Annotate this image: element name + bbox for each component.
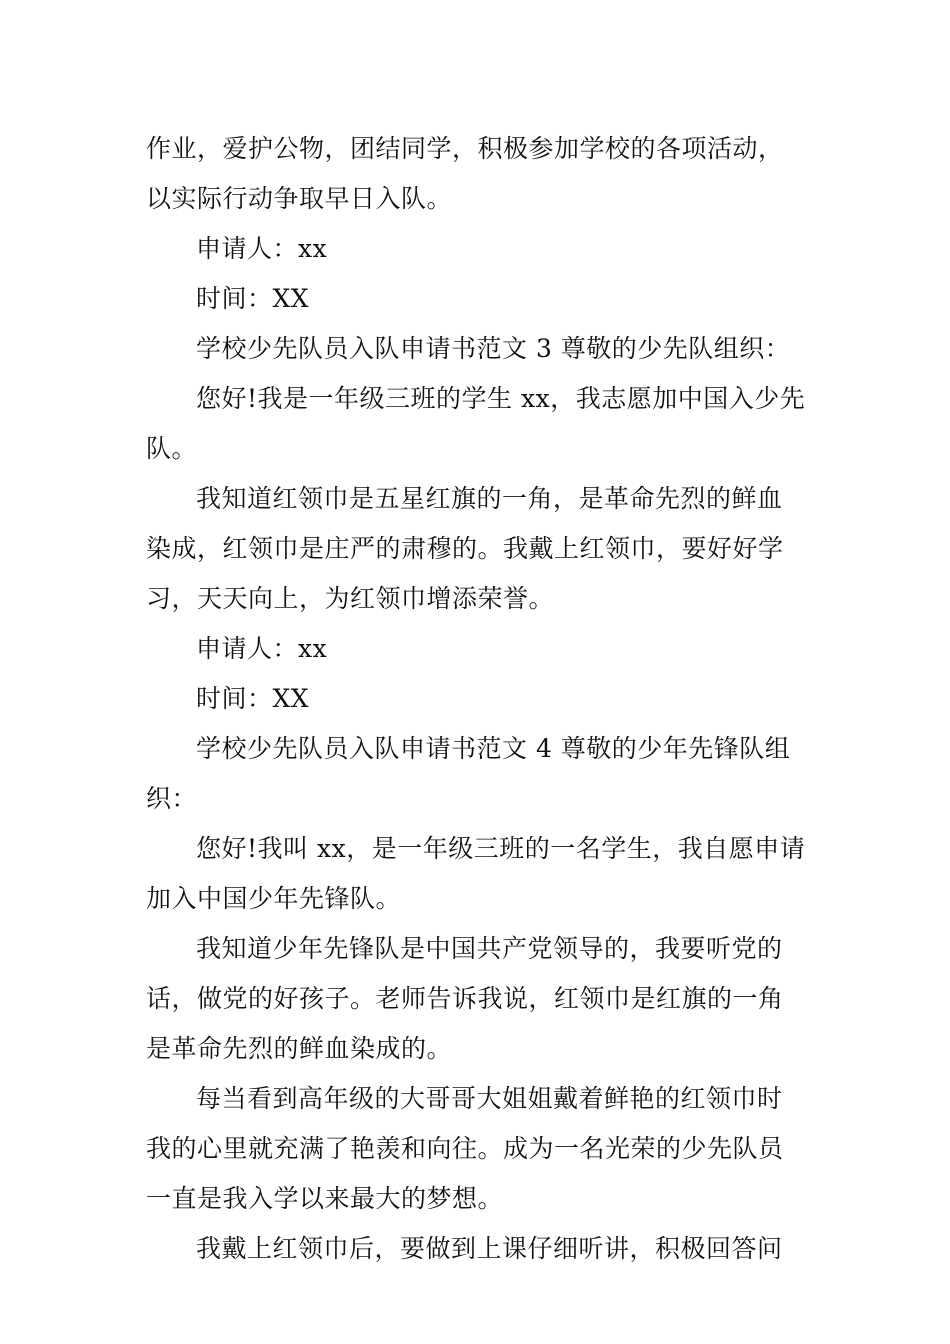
text-line: 我知道红领巾是五星红旗的一角，是革命先烈的鲜血 (196, 484, 783, 513)
text-line: 我戴上红领巾后，要做到上课仔细听讲，积极回答问 (196, 1234, 783, 1263)
text-line: 时间：XX (196, 684, 310, 713)
text-line: 一直是我入学以来最大的梦想。 (146, 1184, 504, 1213)
text-line: 您好!我是一年级三班的学生 xx，我志愿加中国入少先 (196, 384, 806, 413)
text-line: 学校少先队员入队申请书范文 4 尊敬的少年先锋队组织： (146, 734, 791, 813)
text-line: 时间：XX (196, 284, 310, 313)
document-body (146, 124, 836, 1274)
text-line: 队。 (146, 434, 198, 463)
text-line: 您好!我叫 xx，是一年级三班的一名学生，我自愿申请 (196, 834, 806, 863)
text-line: 申请人：xx (196, 634, 328, 663)
text-line: 每当看到高年级的大哥哥大姐姐戴着鲜艳的红领巾时 (196, 1084, 783, 1113)
text-line: 染成，红领巾是庄严的肃穆的。我戴上红领巾，要好好学 (146, 534, 784, 563)
text-line: 是革命先烈的鲜血染成的。 (146, 1034, 453, 1063)
text-line: 习，天天向上，为红领巾增添荣誉。 (146, 584, 555, 613)
text-line: 话，做党的好孩子。老师告诉我说，红领巾是红旗的一角 (146, 984, 784, 1013)
text-line: 申请人：xx (196, 234, 328, 263)
text-line: 作业，爱护公物，团结同学，积极参加学校的各项活动， (146, 134, 784, 163)
text-line: 我的心里就充满了艳羡和向往。成为一名光荣的少先队员 (146, 1134, 784, 1163)
text-line: 我知道少年先锋队是中国共产党领导的，我要听党的 (196, 934, 783, 963)
text-line: 加入中国少年先锋队。 (146, 884, 402, 913)
text-line: 学校少先队员入队申请书范文 3 尊敬的少先队组织： (196, 334, 791, 363)
text-line: 以实际行动争取早日入队。 (146, 184, 453, 213)
